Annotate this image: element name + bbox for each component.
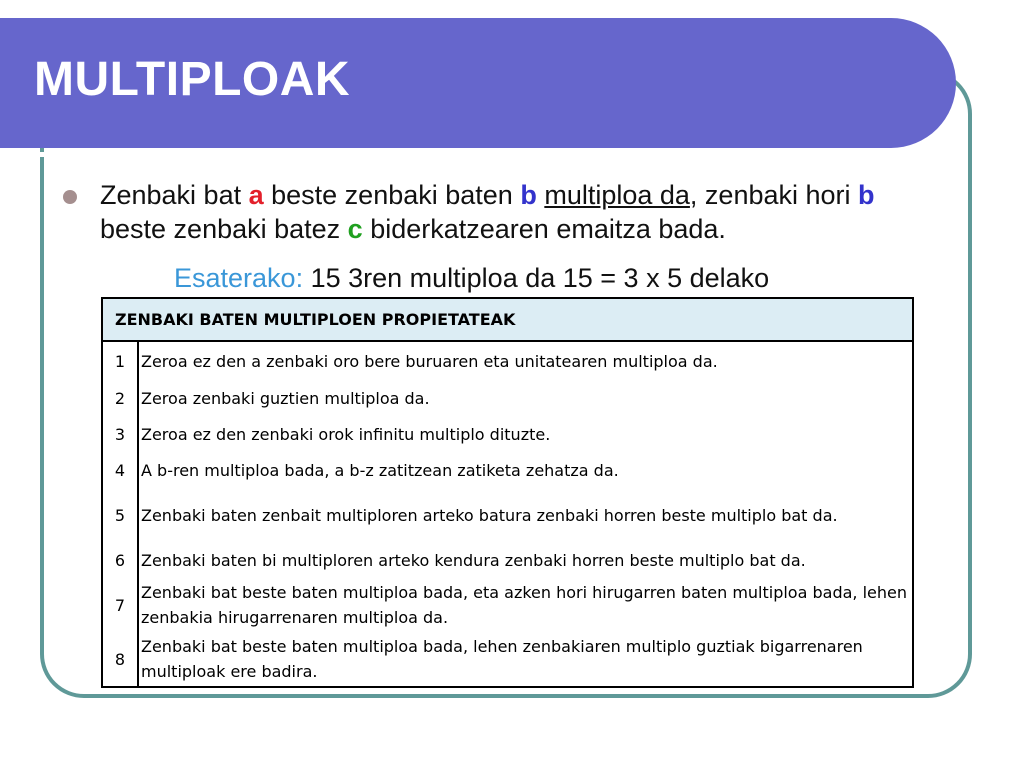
row-text: Zenbaki baten zenbait multiploren arteko batura zenbaki horren beste multiplo bat da.	[138, 488, 913, 542]
variable-c: c	[347, 214, 363, 244]
table-row	[102, 416, 913, 452]
row-text: Zeroa ez den a zenbaki oro bere buruaren eta unitatearen multiploa da.	[138, 341, 913, 380]
row-number: 2	[102, 380, 138, 416]
row-number: 8	[102, 632, 138, 687]
table-row	[102, 452, 913, 488]
definition-part: beste zenbaki batez	[100, 214, 348, 244]
definition-text	[100, 178, 940, 246]
bullet-icon	[63, 190, 77, 204]
definition-part: Zenbaki bat	[100, 180, 249, 210]
table-row	[102, 632, 913, 687]
table-row	[102, 542, 913, 578]
table-row	[102, 341, 913, 380]
term-multiploa-da: multiploa da	[544, 180, 690, 210]
row-text: Zenbaki baten bi multiploren arteko kendura zenbaki horren beste multiplo bat da.	[138, 542, 913, 578]
variable-b: b	[858, 180, 875, 210]
definition-part: , zenbaki hori	[689, 180, 859, 210]
table-row	[102, 380, 913, 416]
title-rule	[0, 152, 906, 157]
definition-part: biderkatzearen emaitza bada.	[362, 214, 726, 244]
row-number: 4	[102, 452, 138, 488]
row-text: Zeroa zenbaki guztien multiploa da.	[138, 380, 913, 416]
table-row	[102, 578, 913, 632]
row-text: Zeroa ez den zenbaki orok infinitu multiplo dituzte.	[138, 416, 913, 452]
row-text: A b-ren multiploa bada, a b-z zatitzean zatiketa zehatza da.	[138, 452, 913, 488]
row-number: 7	[102, 578, 138, 632]
row-text: Zenbaki bat beste baten multiploa bada, eta azken hori hirugarren baten multiploa bada, lehen zenbakia hirugarrenaren multiploa da.	[138, 578, 913, 632]
variable-b: b	[520, 180, 537, 210]
row-number: 5	[102, 488, 138, 542]
row-text: Zenbaki bat beste baten multiploa bada, lehen zenbakiaren multiplo guztiak bigarrenaren multiploak ere badira.	[138, 632, 913, 687]
row-number: 1	[102, 341, 138, 380]
row-number: 3	[102, 416, 138, 452]
example-lead: Esaterako:	[174, 263, 304, 293]
table-header: ZENBAKI BATEN MULTIPLOEN PROPIETATEAK	[102, 298, 913, 341]
table-header-row	[102, 298, 913, 341]
properties-table	[101, 297, 914, 688]
variable-a: a	[248, 180, 264, 210]
table-row	[102, 488, 913, 542]
slide-title: MULTIPLOAK	[34, 53, 351, 106]
definition-part: beste zenbaki baten	[263, 180, 521, 210]
example-body: 15 3ren multiploa da 15 = 3 x 5 delako	[303, 263, 770, 293]
example-text	[174, 262, 934, 294]
row-number: 6	[102, 542, 138, 578]
